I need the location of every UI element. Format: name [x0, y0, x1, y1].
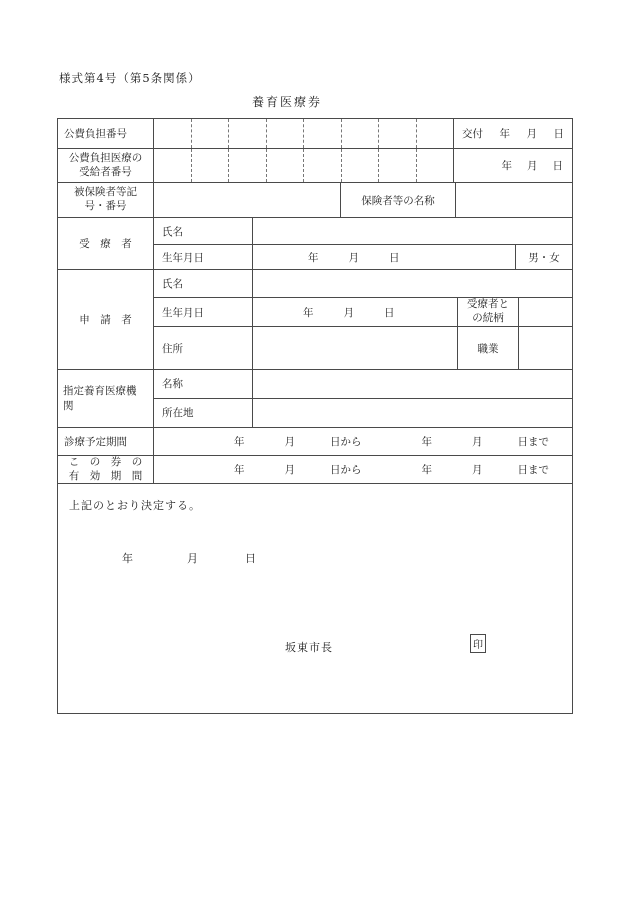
institution-address-label-cell [154, 399, 253, 427]
seal-label: 印 [473, 640, 483, 651]
institution-address-value-cell [253, 399, 572, 427]
applicant-birth-label: 生年月日 [162, 306, 204, 319]
public-expense-number-digits [154, 119, 454, 148]
institution-name-row [154, 370, 572, 399]
tp-to-year: 年 [421, 436, 432, 448]
row-patient [58, 218, 572, 270]
digit-cell [191, 119, 229, 148]
issue-day-label: 日 [553, 128, 564, 140]
occupation-label: 職業 [477, 342, 499, 355]
issue-month-label: 月 [526, 128, 537, 140]
patient-sex-label: 男・女 [528, 251, 560, 264]
digit-grid [154, 149, 453, 182]
vp-from-day: 日から [330, 464, 362, 476]
digit-cell [378, 119, 416, 148]
patient-label-cell [58, 218, 154, 269]
recipient-number-digits [154, 149, 454, 182]
treatment-period-label: 診療予定期間 [64, 435, 127, 448]
decision-day-label: 日 [245, 552, 256, 565]
applicant-address-value-cell [253, 327, 458, 369]
vp-from-month: 月 [284, 464, 295, 476]
applicant-birth-month: 月 [343, 306, 354, 319]
applicant-birth-year: 年 [303, 306, 314, 319]
insurer-name-value-cell [456, 183, 572, 217]
decision-statement: 上記のとおり決定する。 [69, 499, 201, 512]
row-insured-symbol [58, 183, 572, 218]
recipient-year-label: 年 [501, 160, 512, 172]
occupation-value-cell [519, 327, 572, 369]
tp-to-month: 月 [472, 436, 483, 448]
digit-cell [191, 149, 229, 182]
public-expense-number-label: 公費負担番号 [64, 127, 127, 140]
insurer-name-label: 保険者等の名称 [361, 194, 435, 207]
validity-label-line2: 有 効 期 間 [68, 469, 143, 482]
digit-cell [341, 149, 379, 182]
digit-cell [154, 119, 191, 148]
decision-year-label: 年 [122, 552, 133, 565]
relation-label-line1: 受療者と [467, 298, 509, 311]
institution-address-row [154, 399, 572, 427]
digit-cell [416, 119, 454, 148]
patient-birth-year: 年 [308, 251, 319, 264]
applicant-subrows [154, 270, 572, 369]
patient-birth-label: 生年月日 [162, 251, 204, 264]
digit-cell [303, 149, 341, 182]
applicant-address-label-cell [154, 327, 253, 369]
applicant-label-cell [58, 270, 154, 369]
applicant-address-row [154, 327, 572, 369]
row-validity-period [58, 456, 572, 484]
digit-cell [266, 119, 304, 148]
digit-cell [303, 119, 341, 148]
institution-label-cell [58, 370, 154, 427]
applicant-name-row [154, 270, 572, 298]
relation-label-cell [458, 298, 519, 327]
public-expense-number-label-cell [58, 119, 154, 148]
institution-name-label-cell [154, 370, 253, 398]
applicant-birth-row [154, 298, 572, 328]
relation-label-line2: の続柄 [472, 312, 504, 325]
tp-from-year: 年 [234, 436, 245, 448]
patient-birth-label-cell [154, 245, 253, 269]
decision-month-label: 月 [187, 552, 198, 565]
issue-year-label: 年 [499, 128, 510, 140]
vp-to-year: 年 [421, 464, 432, 476]
applicant-birth-value-cell [253, 298, 458, 327]
patient-name-row [154, 218, 572, 245]
patient-name-value-cell [253, 218, 572, 244]
vp-to-day: 日まで [517, 464, 549, 476]
applicant-label: 申 請 者 [79, 314, 132, 326]
institution-subrows [154, 370, 572, 427]
insured-symbol-value-cell [154, 183, 341, 217]
mayor-signature: 坂東市長 [285, 641, 333, 654]
relation-value-cell [519, 298, 572, 327]
recipient-number-label-cell [58, 149, 154, 182]
insured-label-line2: 号・番号 [84, 200, 127, 212]
issue-prefix: 交付 [462, 128, 483, 140]
patient-subrows [154, 218, 572, 269]
row-treatment-period [58, 428, 572, 456]
treatment-period-value-cell [154, 428, 572, 455]
insured-symbol-label-cell [58, 183, 154, 217]
patient-name-label: 氏名 [162, 225, 183, 238]
applicant-name-label-cell [154, 270, 253, 297]
applicant-name-label: 氏名 [162, 277, 183, 290]
page-title: 養育医療券 [251, 95, 322, 109]
validity-period-value-cell [154, 456, 572, 483]
institution-address-label: 所在地 [162, 407, 194, 420]
vp-to-month: 月 [472, 464, 483, 476]
recipient-label-line1: 公費負担医療の [68, 151, 143, 164]
institution-name-value-cell [253, 370, 572, 398]
patient-birth-value-cell [253, 245, 516, 269]
digit-cell [416, 149, 454, 182]
applicant-address-label: 住所 [162, 342, 183, 355]
applicant-name-value-cell [253, 270, 572, 297]
row-applicant [58, 270, 572, 370]
vp-from-year: 年 [234, 464, 245, 476]
applicant-birth-label-cell [154, 298, 253, 327]
tp-from-day: 日から [330, 436, 362, 448]
patient-birth-month: 月 [348, 251, 359, 264]
row-recipient-number [58, 149, 572, 183]
patient-birth-row [154, 245, 572, 269]
institution-label-line1: 指定養育医療機 [63, 384, 137, 397]
row-institution [58, 370, 572, 428]
recipient-date-cell [454, 149, 572, 182]
institution-name-label: 名称 [162, 378, 183, 391]
row-public-expense-number [58, 119, 572, 149]
row-decision [58, 484, 572, 713]
recipient-month-label: 月 [527, 160, 538, 172]
patient-label: 受 療 者 [79, 238, 132, 250]
institution-label-line2: 関 [63, 399, 74, 412]
issue-date-cell [454, 119, 572, 148]
digit-cell [266, 149, 304, 182]
treatment-period-label-cell [58, 428, 154, 455]
patient-name-label-cell [154, 218, 253, 244]
digit-cell [154, 149, 191, 182]
digit-cell [228, 119, 266, 148]
form-number: 様式第4号（第5条関係） [59, 71, 201, 85]
recipient-label-line2: 受給者番号 [79, 165, 132, 178]
insured-label-line1: 被保険者等記 [74, 186, 137, 199]
digit-cell [341, 119, 379, 148]
applicant-birth-day: 日 [384, 306, 395, 319]
tp-from-month: 月 [284, 436, 295, 448]
digit-cell [378, 149, 416, 182]
validity-label-line1: こ の 券 の [68, 456, 143, 468]
seal-mark [470, 634, 486, 653]
occupation-label-cell [458, 327, 519, 369]
tp-to-day: 日まで [517, 436, 549, 448]
patient-birth-day: 日 [389, 251, 400, 264]
validity-period-label-cell [58, 456, 154, 483]
recipient-day-label: 日 [552, 160, 563, 172]
patient-sex-cell [516, 245, 572, 269]
digit-cell [228, 149, 266, 182]
voucher-table [57, 118, 573, 714]
decision-cell [58, 484, 572, 713]
digit-grid [154, 119, 453, 148]
insurer-name-label-cell [341, 183, 456, 217]
